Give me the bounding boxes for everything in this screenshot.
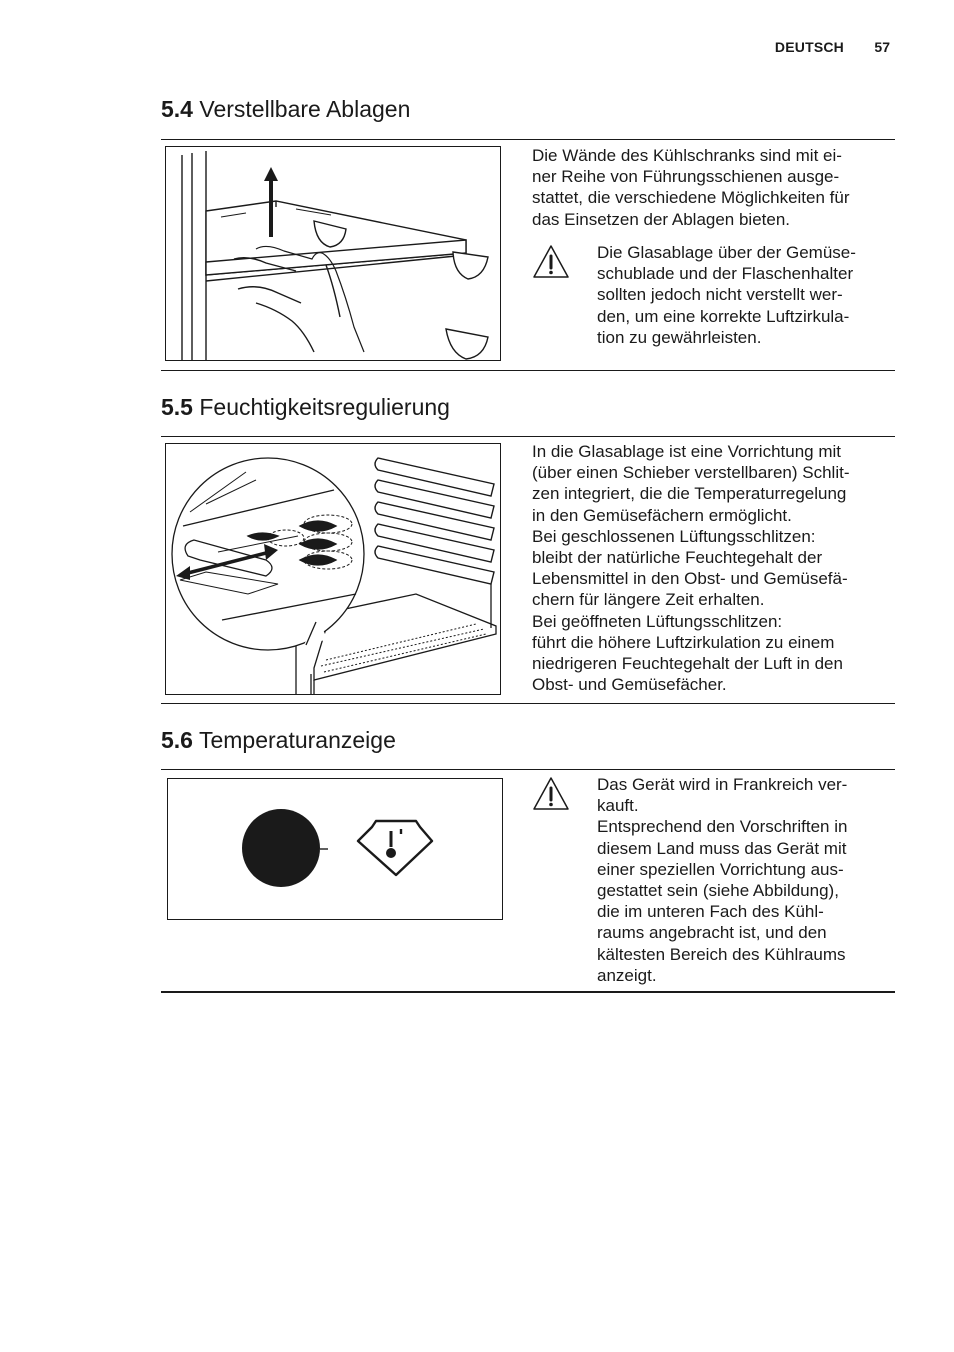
section-divider: [161, 139, 895, 140]
section-heading: Feuchtigkeitsregulierung: [199, 394, 450, 420]
temperature-indicator-illustration: [167, 778, 503, 920]
warning-text: Das Gerät wird in Frankreich ver- kauft. Entsprechend den Vorschriften in diesem Land muss das Gerät mit einer speziellen Vorrichtung aus- gestattet sein (siehe Abbildung), die im unteren Fach des Kühl- raums angebracht ist, und den kältesten Bereich des Kühlraums anzeigt.: [597, 775, 848, 985]
section-number: 5.6: [161, 727, 193, 753]
indicator-disc: [242, 809, 320, 887]
section-title-5-5: [161, 394, 450, 421]
section-divider: [161, 436, 895, 437]
section-number: 5.4: [161, 96, 193, 122]
page-number: 57: [874, 39, 890, 55]
warning-triangle-icon: [532, 244, 570, 280]
humidity-control-illustration: [165, 443, 501, 695]
section-divider: [161, 703, 895, 704]
section-divider: [161, 769, 895, 770]
section-number: 5.5: [161, 394, 193, 420]
warning-text: Die Glasablage über der Gemüse- schublade und der Flaschenhalter sollten jedoch nicht verstellt wer- den, um eine korrekte Luftzirkula- tion zu gewährleisten.: [597, 243, 856, 347]
section-body-text: In die Glasablage ist eine Vorrichtung mit (über einen Schieber verstellbaren) Schlit- zen integriert, die die Temperaturregelung in den Gemüsefächern ermöglicht. Bei geschlossenen Lüftungsschlitzen: bleibt der natürliche Feuchtegehalt der Lebensmittel in den Obst- und Gemüsefä- chern für längere Zeit erhalten. Bei geöffneten Lüftungsschlitzen: führt die höhere Luftzirkulation zu einem niedrigeren Feuchtegehalt der Luft in den Obst- und Gemüsefächer.: [532, 442, 850, 695]
temperature-indicator-icon: [358, 821, 432, 875]
section-heading: Verstellbare Ablagen: [199, 96, 411, 122]
section-title-5-4: [161, 96, 410, 123]
section-divider: [161, 370, 895, 371]
section-heading: Temperaturanzeige: [198, 727, 396, 753]
section-title-5-6: [161, 727, 396, 754]
section-body-text: Die Wände des Kühlschranks sind mit ei- ner Reihe von Führungsschienen ausge- stattet, die verschiedene Möglichkeiten für das Einsetzen der Ablagen bieten.: [532, 146, 850, 229]
header-language: DEUTSCH: [774, 39, 844, 55]
shelf-adjustment-illustration: [165, 146, 501, 361]
section-end-divider: [161, 991, 895, 993]
warning-triangle-icon: [532, 776, 570, 812]
